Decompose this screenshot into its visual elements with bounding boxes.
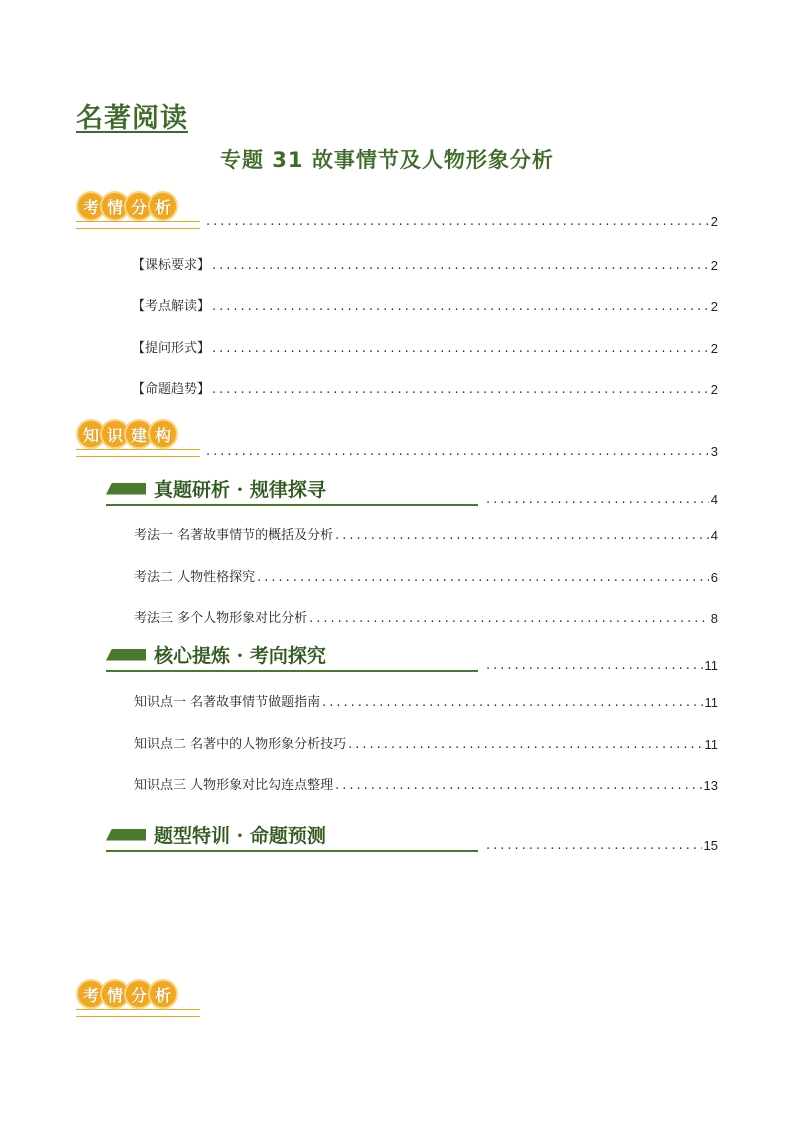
toc-entry[interactable] [132, 295, 718, 314]
page-number: 13 [703, 778, 718, 793]
badge-kaoqing-bottom [76, 980, 200, 1017]
toc-label: 考法二 人物性格探究 [134, 570, 256, 585]
toc-entry-kaoqing[interactable] [204, 214, 718, 229]
leader-dots [206, 214, 709, 229]
badge-char: 构 [148, 419, 178, 449]
leader-dots [335, 528, 709, 543]
leader-dots [212, 382, 709, 397]
badge-kaoqing [76, 192, 200, 229]
toc-label: 知识点二 名著中的人物形象分析技巧 [134, 737, 347, 752]
toc-entry[interactable] [134, 566, 718, 585]
section-header-zhenti [106, 475, 478, 506]
leader-dots [212, 258, 709, 273]
toc-label: 【考点解读】 [132, 299, 211, 314]
toc-entry-hexin[interactable] [484, 658, 718, 673]
toc-entry[interactable] [134, 691, 718, 710]
toc-entry-zhishi[interactable] [204, 444, 718, 459]
page-number: 8 [710, 611, 718, 626]
toc-entry[interactable] [134, 524, 718, 543]
page-number: 6 [710, 570, 718, 585]
leader-dots [212, 299, 709, 314]
toc-label: 【命题趋势】 [132, 382, 211, 397]
toc-entry[interactable] [134, 607, 718, 626]
topic-title: 专题 31 故事情节及人物形象分析 [220, 148, 554, 172]
toc-label: 知识点三 人物形象对比勾连点整理 [134, 778, 334, 793]
leader-dots [309, 611, 709, 626]
page-number: 15 [703, 838, 718, 853]
badge-char: 析 [148, 191, 178, 221]
section-bar-icon [106, 483, 146, 495]
section-title: 真题研析 · 规律探寻 [154, 479, 326, 501]
section-title: 题型特训 · 命题预测 [154, 825, 326, 847]
badge-char: 情 [100, 979, 130, 1009]
leader-dots [348, 737, 702, 752]
toc-entry[interactable] [134, 733, 718, 752]
badge-char: 析 [148, 979, 178, 1009]
badge-char: 分 [124, 979, 154, 1009]
toc-entry-tixing[interactable] [484, 838, 718, 853]
page-number: 11 [704, 658, 718, 673]
toc-label: 考法一 名著故事情节的概括及分析 [134, 528, 334, 543]
toc-label: 【课标要求】 [132, 258, 211, 273]
toc-entry[interactable] [132, 337, 718, 356]
toc-label: 考法三 多个人物形象对比分析 [134, 611, 308, 626]
leader-dots [206, 444, 709, 459]
badge-char: 考 [76, 191, 106, 221]
leader-dots [486, 658, 703, 673]
leader-dots [257, 570, 709, 585]
badge-char: 识 [100, 419, 130, 449]
leader-dots [486, 838, 702, 853]
page-number: 3 [710, 444, 718, 459]
page-number: 2 [710, 299, 718, 314]
page-number: 4 [710, 492, 718, 507]
toc-entry[interactable] [132, 378, 718, 397]
section-header-tixing [106, 821, 478, 852]
page-number: 4 [710, 528, 718, 543]
badge-zhishi [76, 420, 200, 457]
badge-char: 建 [124, 419, 154, 449]
page-number: 11 [704, 737, 718, 752]
toc-label: 【提问形式】 [132, 341, 211, 356]
badge-char: 分 [124, 191, 154, 221]
page-number: 2 [710, 258, 718, 273]
page-number: 2 [710, 341, 718, 356]
section-bar-icon [106, 829, 146, 841]
section-bar-icon [106, 649, 146, 661]
leader-dots [322, 695, 702, 710]
page-number: 2 [710, 214, 718, 229]
badge-char: 知 [76, 419, 106, 449]
leader-dots [212, 341, 709, 356]
badge-char: 情 [100, 191, 130, 221]
toc-entry-zhenti[interactable] [484, 492, 718, 507]
leader-dots [486, 492, 709, 507]
toc-entry[interactable] [132, 254, 718, 273]
section-header-hexin [106, 641, 478, 672]
page-number: 2 [710, 382, 718, 397]
leader-dots [335, 778, 701, 793]
toc-label: 知识点一 名著故事情节做题指南 [134, 695, 321, 710]
toc-entry[interactable] [134, 774, 718, 793]
page-number: 11 [704, 695, 718, 710]
category-title: 名著阅读 [76, 103, 188, 134]
section-title: 核心提炼 · 考向探究 [154, 645, 326, 667]
badge-char: 考 [76, 979, 106, 1009]
